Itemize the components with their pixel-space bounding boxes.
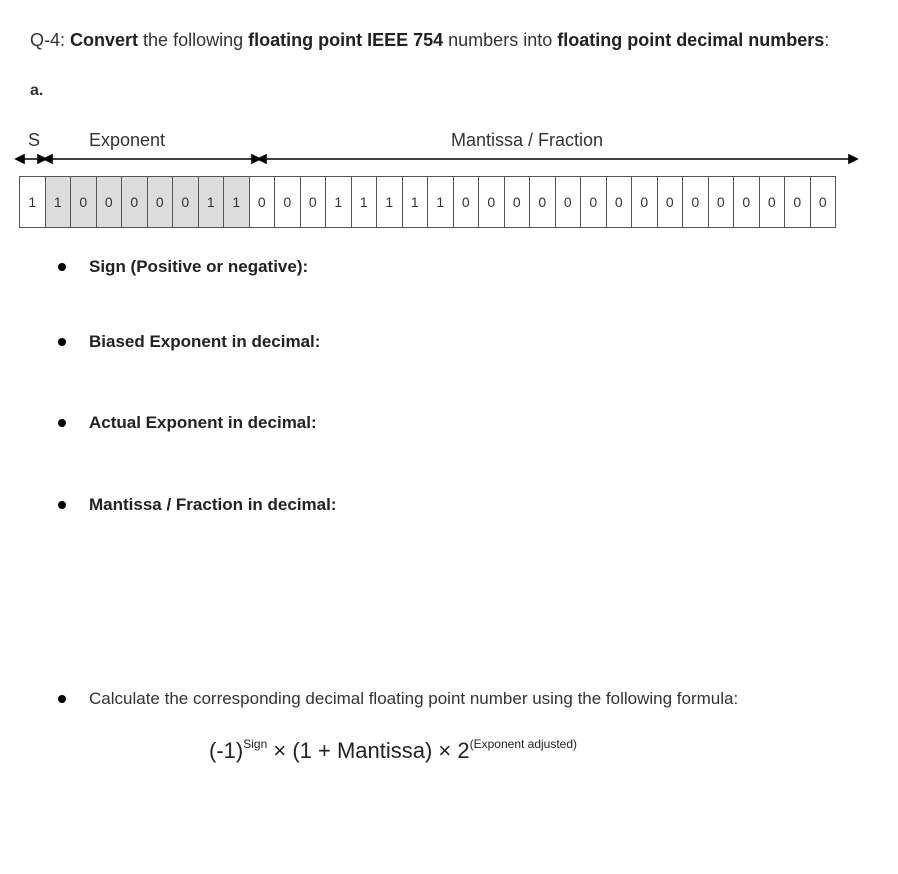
exponent-bit-cell: 0 [173,176,199,228]
question-text-part: the following [138,30,249,50]
formula-sign-superscript: Sign [243,737,268,751]
question-target: floating point decimal numbers [557,30,825,50]
mantissa-bit-cell: 0 [479,176,505,228]
sign-arrow-left-icon [16,155,24,163]
question-colon: : [824,30,830,50]
mantissa-bit-cell: 1 [403,176,429,228]
question-text-part: numbers into [443,30,558,50]
bullet-mantissa [58,495,337,515]
bullet-mantissa-text: Mantissa / Fraction in decimal: [89,495,337,514]
mantissa-bit-cell: 0 [683,176,709,228]
bullet-calculate [58,689,738,709]
exponent-bit-cell: 0 [122,176,148,228]
mantissa-bit-cell: 1 [352,176,378,228]
exponent-bit-cell: 1 [199,176,225,228]
mantissa-arrow-right-icon [849,155,857,163]
mantissa-bit-cell: 0 [709,176,735,228]
bullet-sign-text: Sign (Positive or negative): [89,257,309,276]
mantissa-bit-cell: 0 [734,176,760,228]
exponent-bit-cell: 0 [148,176,174,228]
bullet-dot-icon [58,338,66,346]
mantissa-bit-cell: 0 [250,176,276,228]
bullet-calculate-text: Calculate the corresponding decimal floating point number using the following formula: [89,689,739,708]
mantissa-bit-cell: 0 [275,176,301,228]
mantissa-bit-cell: 0 [658,176,684,228]
question-number: Q-4: [30,30,66,50]
mantissa-bit-cell: 0 [760,176,786,228]
question-text [30,30,829,51]
question-verb: Convert [70,30,139,50]
bullet-actual-exponent [58,413,317,433]
exponent-bit-cell: 0 [97,176,123,228]
formula-middle: × (1 + Mantissa) × 2 [267,738,470,763]
mantissa-bit-cell: 0 [556,176,582,228]
exponent-bit-cell: 0 [71,176,97,228]
bullet-sign [58,257,308,277]
part-label: a. [30,82,44,99]
mantissa-bit-cell: 0 [505,176,531,228]
question-format: floating point IEEE 754 [248,30,444,50]
mantissa-bit-cell: 0 [530,176,556,228]
formula-base: (-1) [209,738,244,763]
bullet-dot-icon [58,501,66,509]
bullet-dot-icon [58,263,66,271]
sign-bit-cell: 1 [20,176,46,228]
mantissa-bit-cell: 1 [428,176,454,228]
bullet-actual-exponent-text: Actual Exponent in decimal: [89,413,317,432]
sign-field-label: S [28,130,41,150]
mantissa-bit-cell: 0 [811,176,837,228]
exponent-field-label: Exponent [89,130,166,150]
mantissa-bit-cell: 1 [377,176,403,228]
mantissa-bit-cell: 0 [581,176,607,228]
bullet-biased-exponent-text: Biased Exponent in decimal: [89,332,321,351]
bit-table [19,176,836,228]
mantissa-bit-cell: 0 [607,176,633,228]
mantissa-field-label: Mantissa / Fraction [451,130,604,150]
exponent-bit-cell: 1 [224,176,250,228]
mantissa-bit-cell: 1 [326,176,352,228]
bullet-biased-exponent [58,332,320,352]
bullet-dot-icon [58,419,66,427]
formula [209,738,577,764]
mantissa-bit-cell: 0 [632,176,658,228]
field-span-arrows [0,150,898,170]
bullet-dot-icon [58,695,66,703]
exponent-bit-cell: 1 [46,176,72,228]
mantissa-bit-cell: 0 [785,176,811,228]
mantissa-arrow-left-icon [258,155,266,163]
mantissa-bit-cell: 0 [454,176,480,228]
formula-exponent-superscript: (Exponent adjusted) [469,737,578,751]
mantissa-bit-cell: 0 [301,176,327,228]
exponent-arrow-left-icon [44,155,52,163]
